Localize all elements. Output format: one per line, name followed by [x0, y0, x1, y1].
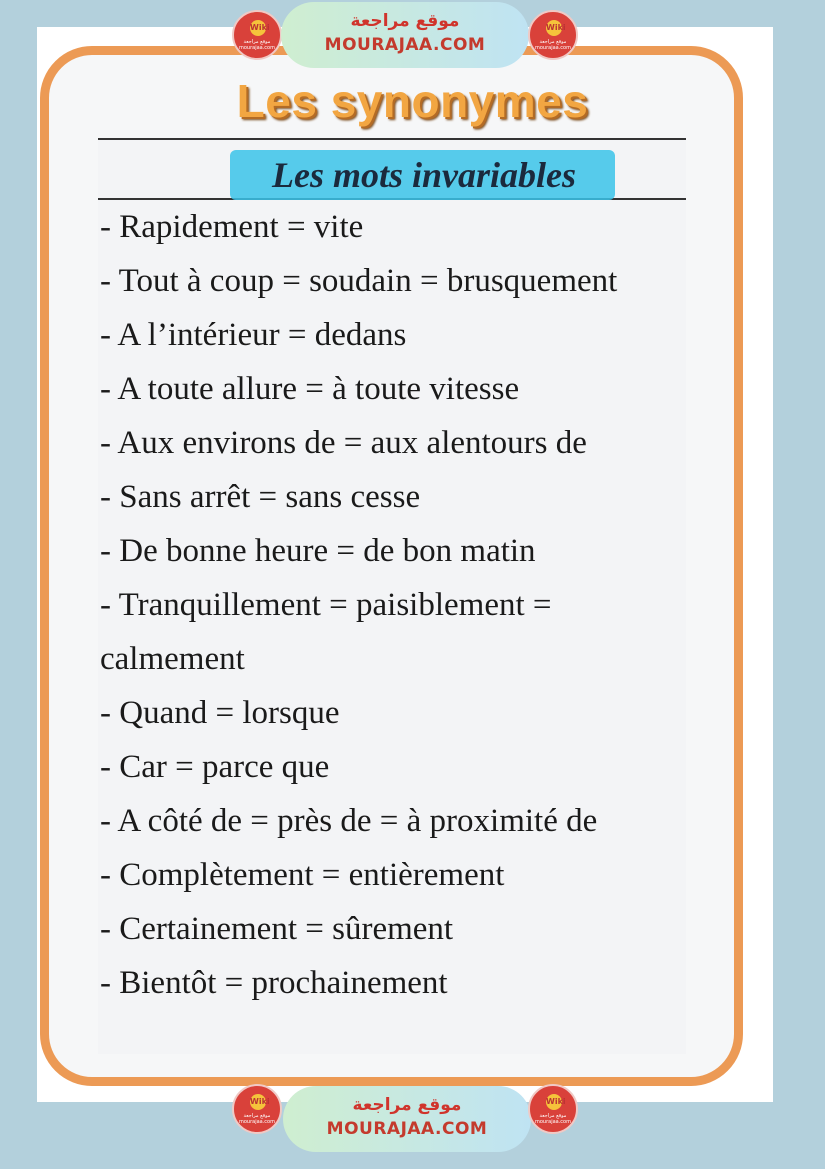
site-logo-left-footer[interactable] — [232, 1084, 282, 1134]
logo-text: موقع مراجعة mourajaa.com — [238, 39, 275, 51]
list-item: - Tout à coup = soudain = brusquement — [100, 263, 618, 299]
logo-badge-icon: Wiki — [546, 20, 562, 36]
list-item-continuation: calmement — [100, 641, 245, 677]
site-logo-left[interactable] — [232, 10, 282, 60]
list-item: - A l’intérieur = dedans — [100, 317, 407, 353]
section-subtitle: Les mots invariables — [272, 155, 576, 195]
logo-badge-icon: Wiki — [250, 1094, 266, 1110]
banner-site-name[interactable]: MOURAJAA.COM — [324, 35, 486, 55]
list-item: - Certainement = sûrement — [100, 911, 454, 947]
list-item: - A toute allure = à toute vitesse — [100, 371, 520, 407]
top-rule — [98, 138, 686, 140]
list-item: - Complètement = entièrement — [100, 857, 505, 893]
list-item: - Rapidement = vite — [100, 209, 364, 245]
list-item: - Bientôt = prochainement — [100, 965, 448, 1001]
list-item: - Aux environs de = aux alentours de — [100, 425, 587, 461]
header-banner[interactable] — [281, 2, 529, 68]
logo-text: موقع مراجعة mourajaa.com — [534, 1113, 571, 1125]
banner-arabic-title: موقع مراجعة — [352, 1095, 462, 1115]
banner-site-name[interactable]: MOURAJAA.COM — [326, 1119, 488, 1139]
banner-arabic-title: موقع مراجعة — [350, 11, 460, 31]
list-item: - Car = parce que — [100, 749, 330, 785]
footer-banner[interactable] — [283, 1086, 531, 1152]
list-item: - De bonne heure = de bon matin — [100, 533, 536, 569]
site-logo-right[interactable] — [528, 10, 578, 60]
list-item: - Tranquillement = paisiblement = — [100, 587, 552, 623]
site-logo-right-footer[interactable] — [528, 1084, 578, 1134]
logo-text: موقع مراجعة mourajaa.com — [534, 39, 571, 51]
logo-badge-icon: Wiki — [546, 1094, 562, 1110]
synonym-list — [100, 200, 690, 1010]
page-title: Les synonymes — [236, 75, 589, 127]
list-item: - Sans arrêt = sans cesse — [100, 479, 421, 515]
list-item: - Quand = lorsque — [100, 695, 340, 731]
list-item: - A côté de = près de = à proximité de — [100, 803, 598, 839]
logo-text: موقع مراجعة mourajaa.com — [238, 1113, 275, 1125]
logo-badge-icon: Wiki — [250, 20, 266, 36]
